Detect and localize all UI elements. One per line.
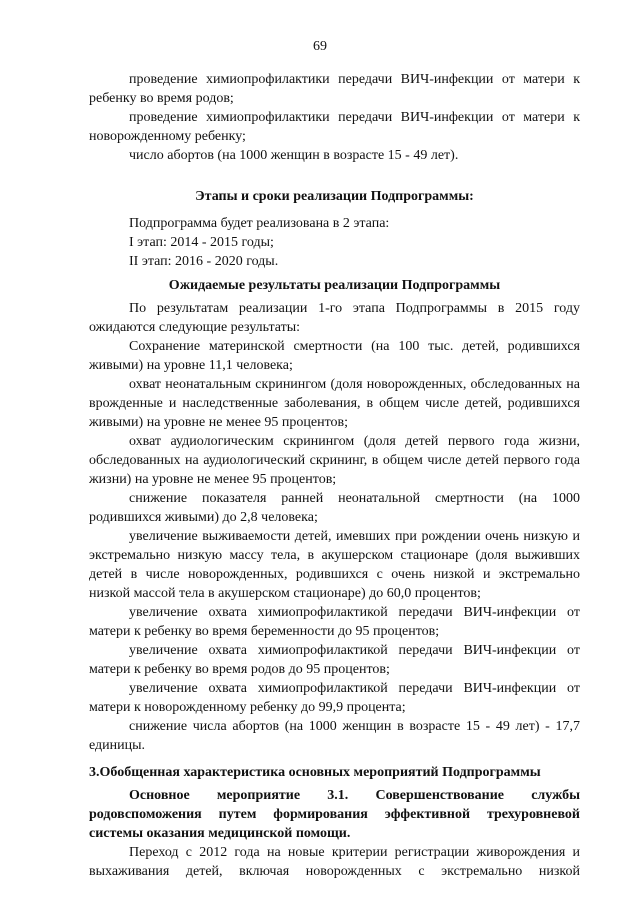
event-3-1-heading: Основное мероприятие 3.1. Совершенствование службы родовспоможения путем формирования эффективной трехуровневой системы оказания медицинской помощи. (89, 788, 580, 841)
stages-heading: Этапы и сроки реализации Подпрограммы: (195, 189, 474, 204)
paragraph: число абортов (на 1000 женщин в возрасте 15 - 49 лет). (129, 148, 459, 163)
stages-line: I этап: 2014 - 2015 годы; (129, 235, 274, 250)
results-item: увеличение выживаемости детей, имевших при рождении очень низкую и экстремально низкую массу тела, в акушерском стационаре (доля выживших детей в числе новорожденных, родившихся с очень низкой и экстремально низкой массой тела в акушерском стационаре) до 60,0 процентов; (89, 529, 580, 601)
section-3-text: Переход с 2012 года на новые критерии регистрации живорождения и выхаживания детей, включая новорожденных с экстремально низкой (89, 845, 580, 879)
section-3-heading: 3.Обобщенная характеристика основных мероприятий Подпрограммы (89, 765, 541, 780)
stages-line: II этап: 2016 - 2020 годы. (129, 254, 279, 269)
results-item: увеличение охвата химиопрофилактикой передачи ВИЧ-инфекции от матери к ребенку во время родов до 95 процентов; (89, 643, 580, 677)
results-item: увеличение охвата химиопрофилактикой передачи ВИЧ-инфекции от матери к ребенку во время беременности до 95 процентов; (89, 605, 580, 639)
results-heading: Ожидаемые результаты реализации Подпрограммы (168, 278, 501, 293)
results-item: охват неонатальным скринингом (доля новорожденных, обследованных на врожденные и наследственные заболевания, в общем числе детей, родившихся живыми) на уровне не менее 95 процентов; (89, 377, 580, 430)
results-item: охват аудиологическим скринингом (доля детей первого года жизни, обследованных на аудиологический скрининг, в общем числе детей первого года жизни) на уровне не менее 95 процентов; (89, 434, 580, 487)
paragraph: проведение химиопрофилактики передачи ВИЧ-инфекции от матери к ребенку во время родов; (89, 72, 580, 106)
results-item: По результатам реализации 1-го этапа Подпрограммы в 2015 году ожидаются следующие результаты: (89, 301, 580, 335)
stages-line: Подпрограмма будет реализована в 2 этапа: (129, 216, 390, 231)
results-item: снижение показателя ранней неонатальной смертности (на 1000 родившихся живыми) до 2,8 человека; (89, 491, 580, 525)
results-item: снижение числа абортов (на 1000 женщин в возрасте 15 - 49 лет) - 17,7 единицы. (89, 719, 580, 753)
results-item: увеличение охвата химиопрофилактикой передачи ВИЧ-инфекции от матери к новорожденному ребенку до 99,9 процента; (89, 681, 580, 715)
page-number: 69 (313, 39, 327, 54)
results-item: Сохранение материнской смертности (на 100 тыс. детей, родившихся живыми) на уровне 11,1 человека; (89, 339, 580, 373)
page-body (89, 70, 580, 881)
paragraph: проведение химиопрофилактики передачи ВИЧ-инфекции от матери к новорожденному ребенку; (89, 110, 580, 144)
